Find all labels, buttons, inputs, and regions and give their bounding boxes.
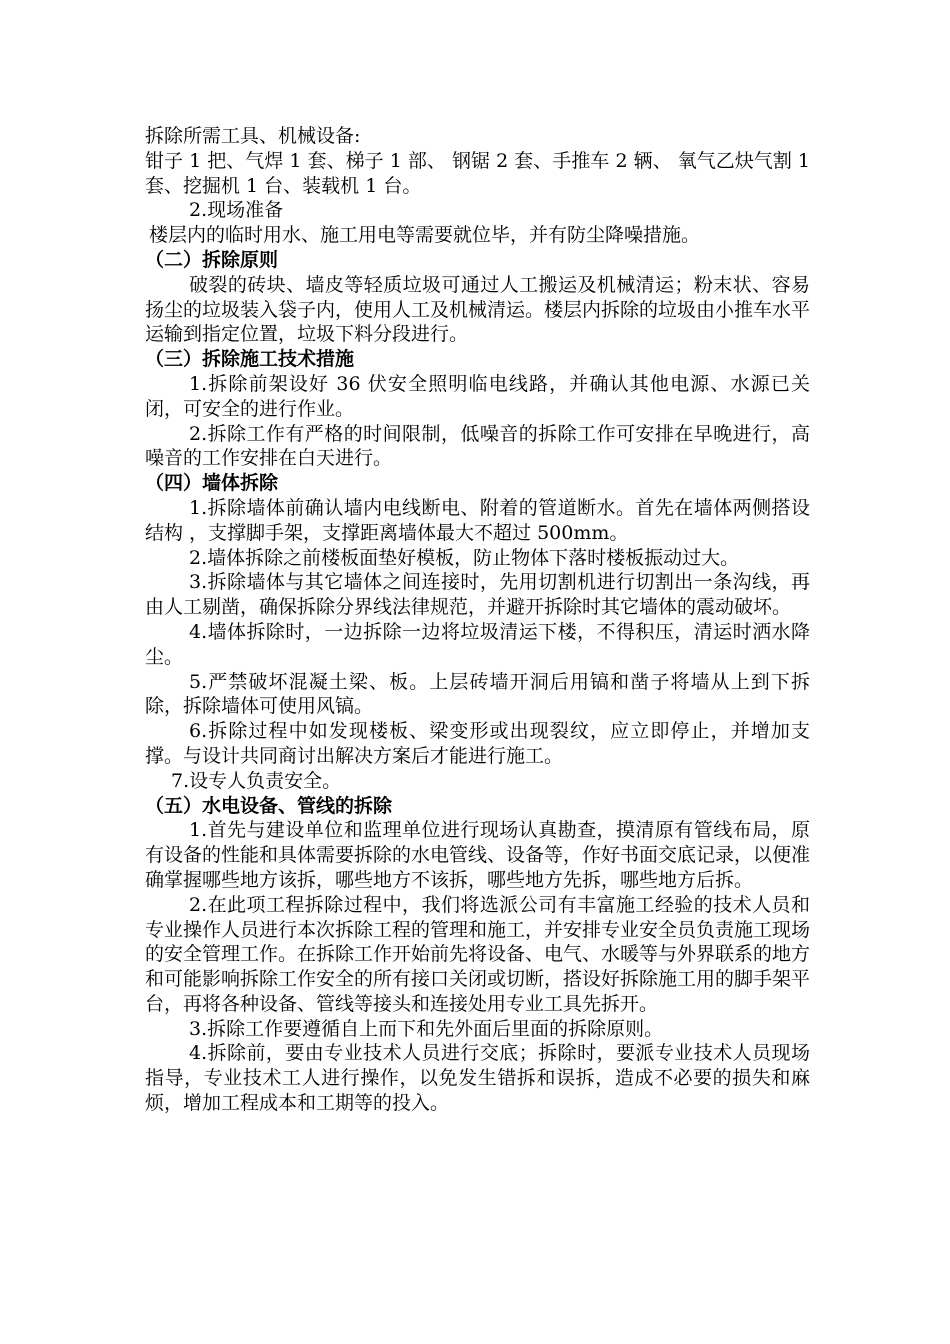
site-prep-title: 2.现场准备 [189, 199, 284, 222]
tools-list: 钳子 1 把、气焊 1 套、梯子 1 部、 钢锯 2 套、手推车 2 辆、 氧气乙炔气割 1 套、挖掘机 1 台、装载机 1 台。 [145, 149, 810, 197]
paragraph: 1.首先与建设单位和监理单位进行现场认真勘查，摸清原有管线布局，原有设备的性能和具体需要拆除的水电管线、设备等，作好书面交底记录，以便准确掌握哪些地方该拆，哪些地方不该拆，哪些地方先拆，哪些地方后拆。 [145, 819, 811, 891]
section-heading-principles: （二）拆除原则 [145, 248, 279, 271]
paragraph: 1.拆除墙体前确认墙内电线断电、附着的管道断水。首先在墙体两侧搭设结构 ，支撑脚手架，支撑距离墙体最大不超过 500mm。 [145, 496, 810, 544]
section-heading-technical-measures: （三）拆除施工技术措施 [145, 348, 355, 371]
paragraph: 2.在此项工程拆除过程中，我们将选派公司有丰富施工经验的技术人员和专业操作人员进行本次拆除工程的管理和施工，并安排专业安全员负责施工现场的安全管理工作。在拆除工作开始前先将设备、电气、水暖等与外界联系的地方和可能影响拆除工作安全的所有接口关闭或切断，搭设好拆除施工用的脚手架平台，再将各种设备、管线等接头和连接处用专业工具先拆开。 [145, 893, 811, 1015]
section-heading-mep-removal: （五）水电设备、管线的拆除 [145, 794, 393, 817]
document-body [145, 124, 810, 1116]
paragraph: 6.拆除过程中如发现楼板、梁变形或出现裂纹，应立即停止，并增加支撑。与设计共同商讨出解决方案后才能进行施工。 [145, 720, 810, 767]
paragraph: 3.拆除工作要遵循自上而下和先外面后里面的拆除原则。 [189, 1017, 664, 1040]
paragraph: 4.拆除前，要由专业技术人员进行交底；拆除时，要派专业技术人员现场指导，专业技术工人进行操作，以免发生错拆和误拆，造成不必要的损失和麻烦，增加工程成本和工期等的投入。 [145, 1042, 810, 1115]
paragraph: 3.拆除墙体与其它墙体之间连接时，先用切割机进行切割出一条沟线，再由人工剔凿，确保拆除分界线法律规范，并避开拆除时其它墙体的震动破坏。 [145, 571, 810, 619]
paragraph: 7.设专人负责安全。 [171, 769, 342, 792]
paragraph: 1.拆除前架设好 36 伏安全照明临电线路，并确认其他电源、水源已关闭，可安全的进行作业。 [145, 372, 810, 420]
paragraph: 5.严禁破坏混凝土梁、板。上层砖墙开洞后用镐和凿子将墙从上到下拆除，拆除墙体可使用风镐。 [145, 670, 810, 718]
paragraph: 破裂的砖块、墙皮等轻质垃圾可通过人工搬运及机械清运；粉末状、容易扬尘的垃圾装入袋子内，使用人工及机械清运。楼层内拆除的垃圾由小推车水平运输到指定位置，垃圾下料分段进行。 [145, 273, 811, 346]
paragraph: 2.拆除工作有严格的时间限制，低噪音的拆除工作可安排在早晚进行，高噪音的工作安排在白天进行。 [145, 422, 810, 470]
paragraph: 4.墙体拆除时，一边拆除一边将垃圾清运下楼，不得积压，清运时洒水降尘。 [145, 620, 810, 668]
paragraph: 2.墙体拆除之前楼板面垫好模板，防止物体下落时楼板振动过大。 [189, 546, 740, 569]
section-heading-wall-demolition: （四）墙体拆除 [145, 472, 279, 495]
site-prep-text: 楼层内的临时用水、施工用电等需要就位毕，并有防尘降噪措施。 [149, 224, 701, 247]
tools-intro: 拆除所需工具、机械设备: [145, 125, 361, 147]
